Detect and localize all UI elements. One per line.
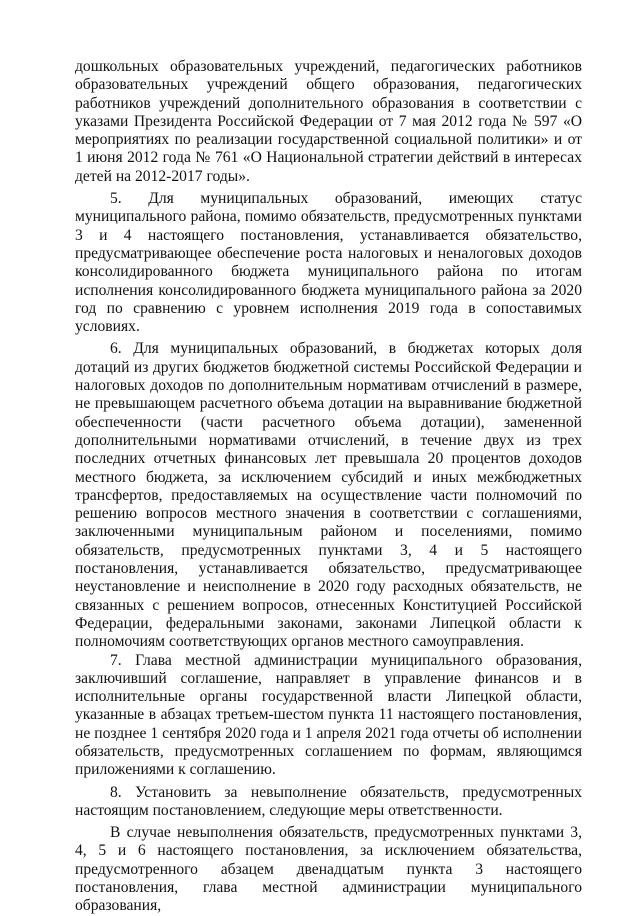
paragraph-item-5: 5. Для муниципальных образований, имеющих статус муниципального района, помимо обязательств, предусмотренных пунктами 3 и 4 настоящего постановления, устанавливается обязательство, предусматривающее обеспечение роста налоговых и неналоговых доходов консолидированного бюджета муниципального района по итогам исполнения консолидированного бюджета муниципального района за 2020 год по сравнению с уровнем исполнения 2019 года в сопоставимых условиях. [75, 190, 582, 336]
paragraph-continuation: дошкольных образовательных учреждений, педагогических работников образовательных учреждений общего образования, педагогических работников учреждений дополнительного образования в соответствии с указами Президента Российской Федерации от 7 мая 2012 года № 597 «О мероприятиях по реализации государственной социальной политики» и от 1 июня 2012 года № 761 «О Национальной стратегии действий в интересах детей на 2012-2017 годы». [75, 58, 582, 185]
paragraph-responsibility: В случае невыполнения обязательств, предусмотренных пунктами 3, 4, 5 и 6 настоящего постановления, за исключением обязательства, предусмотренного абзацем двенадцатым пункта 3 настоящего постановления, глава местной администрации муниципального образования, [75, 824, 582, 915]
paragraph-item-6: 6. Для муниципальных образований, в бюджетах которых доля дотаций из других бюджетов бюджетной системы Российской Федерации и налоговых доходов по дополнительным нормативам отчислений в размере, не превышающем расчетного объема дотации на выравнивание бюджетной обеспеченности (части расчетного объема дотации), замененной дополнительными нормативами отчислений, в течение двух из трех последних отчетных финансовых лет превышала 20 процентов доходов местного бюджета, за исключением субсидий и иных межбюджетных трансфертов, предоставляемых на осуществление части полномочий по решению вопросов местного значения в соответствии с соглашениями, заключенными муниципальным районом и поселениями, помимо обязательств, предусмотренных пунктами 3, 4 и 5 настоящего постановления, устанавливается обязательство, предусматривающее неустановление и неисполнение в 2020 году расходных обязательств, не связанных с решением вопросов, отнесенных Конституцией Российской Федерации, федеральными законами, законами Липецкой области к полномочиям соответствующих органов местного самоуправления. [75, 340, 582, 651]
paragraph-item-7: 7. Глава местной администрации муниципального образования, заключивший соглашение, направляет в управление финансов и в исполнительные органы государственной власти Липецкой области, указанные в абзацах третьем-шестом пункта 11 настоящего постановления, не позднее 1 сентября 2020 года и 1 апреля 2021 года отчеты об исполнении обязательств, предусмотренных соглашением по формам, являющимся приложениями к соглашению. [75, 651, 582, 779]
paragraph-item-8: 8. Установить за невыполнение обязательств, предусмотренных настоящим постановлением, следующие меры ответственности. [75, 783, 582, 819]
